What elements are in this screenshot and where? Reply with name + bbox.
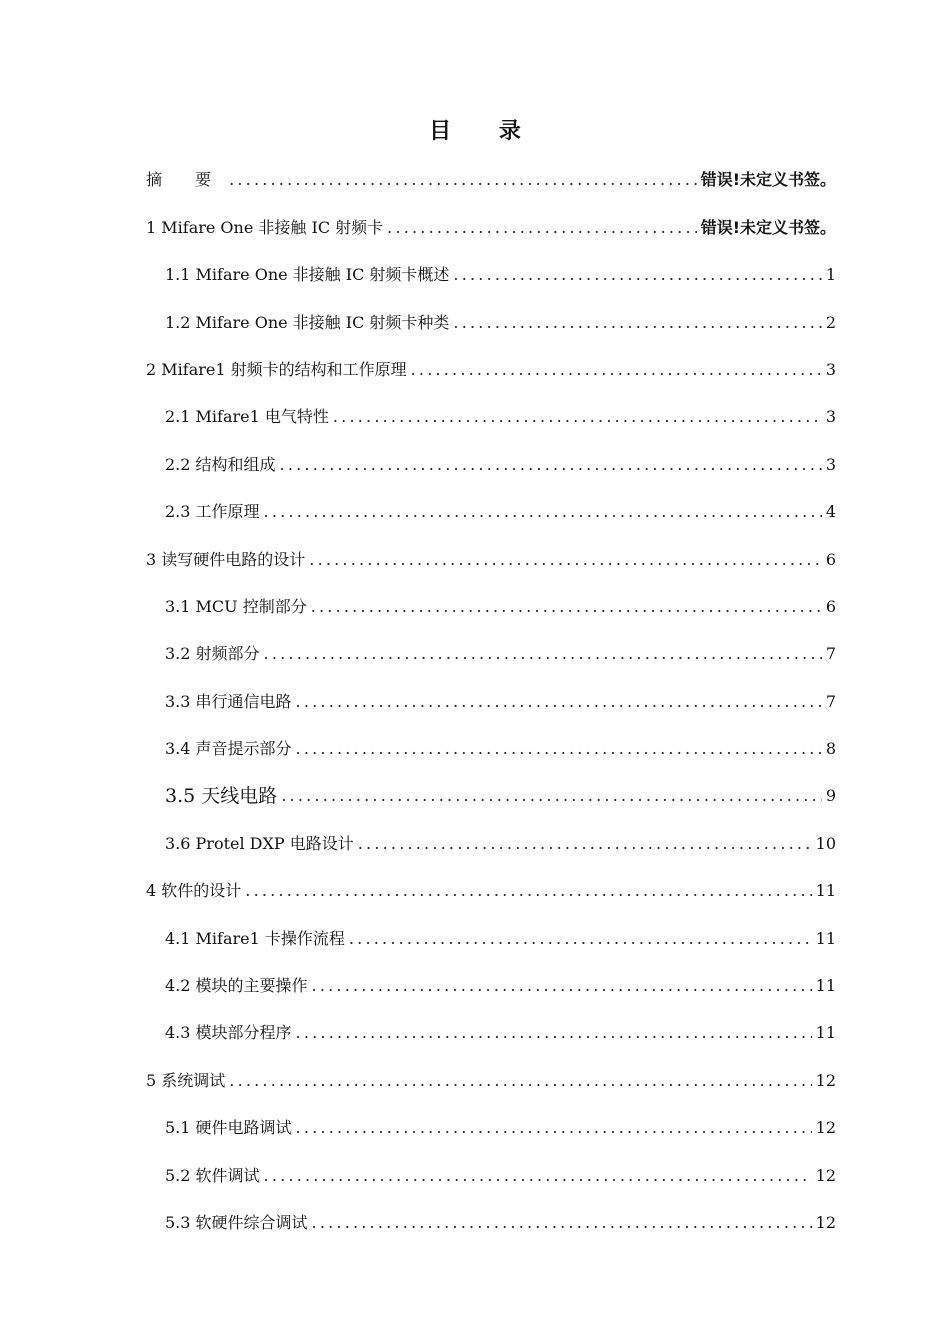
toc-leader-dots — [280, 455, 822, 480]
toc-entry-page: 3 — [825, 359, 836, 379]
toc-entry-label: 5.1 硬件电路调试 — [165, 1118, 292, 1138]
toc-entry-page: 3 — [825, 407, 836, 427]
toc-leader-dots — [296, 739, 822, 764]
toc-entry-page: 1 — [825, 265, 836, 285]
toc-entry-label: 1 Mifare One 非接触 IC 射频卡 — [146, 217, 384, 237]
toc-entry-label: 2 Mifare1 射频卡的结构和工作原理 — [146, 359, 407, 379]
toc-leader-dots — [296, 1023, 812, 1048]
toc-entry-label: 3.5 天线电路 — [165, 785, 278, 808]
toc-leader-dots — [296, 692, 822, 717]
toc-leader-dots — [264, 644, 822, 669]
toc-entry-abstract[interactable] — [146, 148, 836, 195]
toc-entry-2-2[interactable] — [146, 432, 836, 479]
toc-entry-label: 摘 要 — [146, 170, 226, 190]
toc-title: 目 录 — [429, 119, 541, 144]
toc-entry-label: 3.1 MCU 控制部分 — [165, 596, 307, 616]
toc-entry-page: 12 — [815, 1212, 836, 1232]
toc-entry-page: 7 — [825, 691, 836, 711]
toc-entry-3-2[interactable] — [146, 622, 836, 669]
toc-entry-page: 11 — [815, 881, 836, 901]
toc-entry-label: 1.1 Mifare One 非接触 IC 射频卡概述 — [165, 265, 450, 285]
toc-entry-page: 11 — [815, 928, 836, 948]
toc-entry-label: 4 软件的设计 — [146, 881, 242, 901]
toc-entry-page: 12 — [815, 1165, 836, 1185]
toc-leader-dots — [281, 786, 822, 811]
toc-entry-page: 12 — [815, 1070, 836, 1090]
toc-entry-label: 2.1 Mifare1 电气特性 — [165, 407, 329, 427]
toc-leader-dots — [229, 1071, 811, 1096]
toc-entry-2-3[interactable] — [146, 480, 836, 527]
toc-entry-page: 7 — [825, 644, 836, 664]
toc-leader-dots — [264, 1166, 812, 1191]
toc-entry-1-2[interactable] — [146, 290, 836, 337]
toc-entry-page: 4 — [825, 502, 836, 522]
toc-entry-4-1[interactable] — [146, 906, 836, 953]
toc-entry-3-4[interactable] — [146, 717, 836, 764]
toc-entry-page: 6 — [825, 549, 836, 569]
toc-entry-3-3[interactable] — [146, 669, 836, 716]
toc-entry-page: 10 — [815, 833, 836, 853]
toc-leader-dots — [311, 597, 822, 622]
toc-entry-label: 1.2 Mifare One 非接触 IC 射频卡种类 — [165, 312, 450, 332]
toc-entry-label: 3.3 串行通信电路 — [165, 691, 292, 711]
toc-entry-3-1[interactable] — [146, 575, 836, 622]
toc-entry-page: 错误!未定义书签。 — [700, 217, 836, 237]
toc-entry-page: 8 — [825, 739, 836, 759]
toc-entry-label: 5.3 软硬件综合调试 — [165, 1212, 308, 1232]
toc-entry-label: 3.4 声音提示部分 — [165, 739, 292, 759]
toc-entry-2-1[interactable] — [146, 385, 836, 432]
toc-entry-page: 9 — [825, 786, 836, 806]
toc-entry-1-1[interactable] — [146, 243, 836, 290]
toc-entry-label: 2.2 结构和组成 — [165, 454, 276, 474]
toc-entry-page: 2 — [825, 312, 836, 332]
toc-list — [146, 148, 836, 1238]
toc-leader-dots — [229, 170, 697, 195]
toc-leader-dots — [358, 834, 812, 859]
toc-entry-2[interactable] — [146, 338, 836, 385]
toc-leader-dots — [264, 502, 822, 527]
toc-leader-dots — [312, 1213, 812, 1238]
toc-entry-page: 错误!未定义书签。 — [700, 170, 836, 190]
toc-entry-label: 4.1 Mifare1 卡操作流程 — [165, 928, 345, 948]
toc-entry-page: 3 — [825, 454, 836, 474]
toc-leader-dots — [245, 881, 811, 906]
toc-entry-label: 2.3 工作原理 — [165, 502, 260, 522]
toc-entry-label: 3.6 Protel DXP 电路设计 — [165, 833, 354, 853]
toc-leader-dots — [333, 407, 822, 432]
toc-leader-dots — [349, 929, 812, 954]
toc-entry-1[interactable] — [146, 195, 836, 242]
toc-entry-5[interactable] — [146, 1048, 836, 1095]
toc-entry-label: 5 系统调试 — [146, 1070, 226, 1090]
toc-leader-dots — [387, 218, 697, 243]
toc-entry-label: 5.2 软件调试 — [165, 1165, 260, 1185]
toc-leader-dots — [411, 360, 822, 385]
toc-leader-dots — [453, 313, 821, 338]
toc-entry-3-5[interactable] — [146, 764, 836, 811]
toc-entry-label: 3.2 射频部分 — [165, 644, 260, 664]
toc-entry-label: 3 读写硬件电路的设计 — [146, 549, 306, 569]
toc-entry-5-2[interactable] — [146, 1143, 836, 1190]
toc-entry-page: 6 — [825, 596, 836, 616]
toc-entry-page: 11 — [815, 976, 836, 996]
toc-entry-label: 4.3 模块部分程序 — [165, 1023, 292, 1043]
toc-leader-dots — [453, 265, 821, 290]
toc-entry-label: 4.2 模块的主要操作 — [165, 976, 308, 996]
toc-entry-5-3[interactable] — [146, 1191, 836, 1238]
toc-entry-3[interactable] — [146, 527, 836, 574]
toc-entry-3-6[interactable] — [146, 811, 836, 858]
toc-entry-4[interactable] — [146, 859, 836, 906]
toc-entry-page: 12 — [815, 1118, 836, 1138]
toc-entry-4-2[interactable] — [146, 954, 836, 1001]
toc-leader-dots — [309, 550, 822, 575]
toc-entry-page: 11 — [815, 1023, 836, 1043]
toc-leader-dots — [296, 1118, 812, 1143]
toc-leader-dots — [312, 976, 812, 1001]
toc-entry-5-1[interactable] — [146, 1096, 836, 1143]
toc-entry-4-3[interactable] — [146, 1001, 836, 1048]
